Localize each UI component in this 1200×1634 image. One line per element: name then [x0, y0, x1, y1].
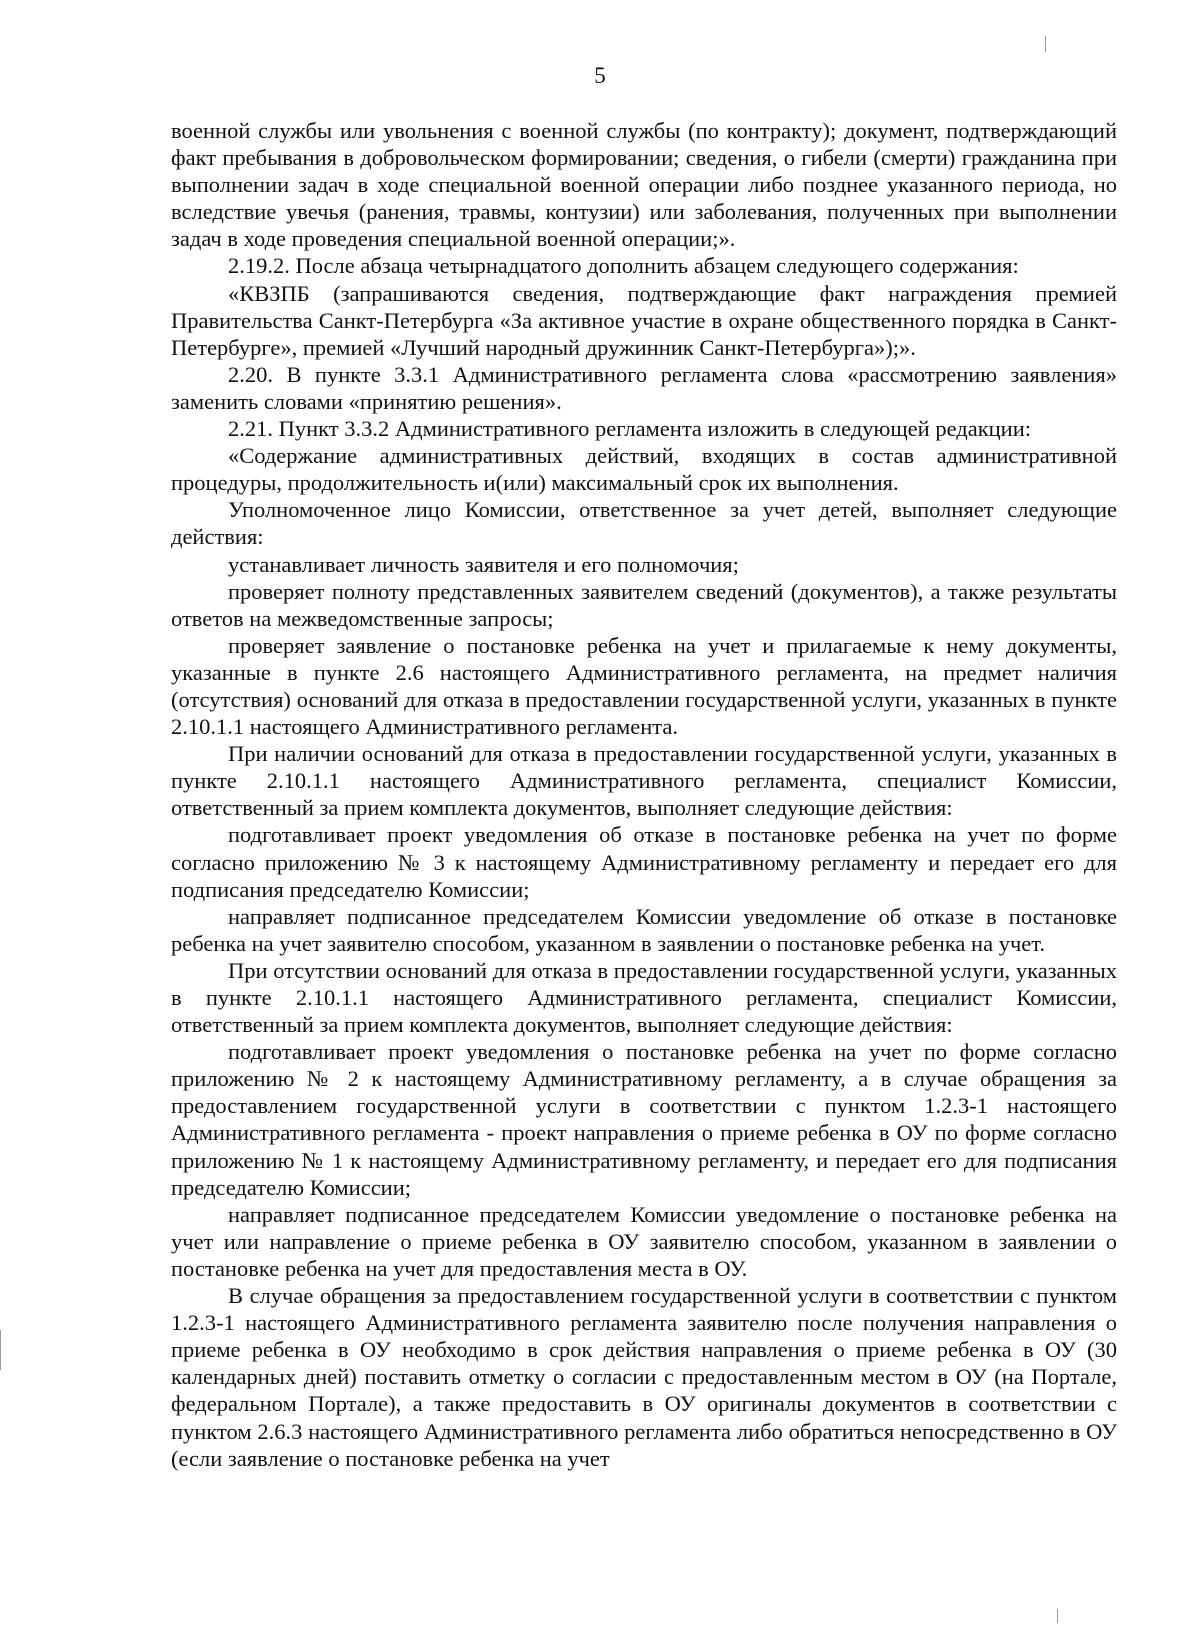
page-number: 5: [594, 63, 606, 88]
scan-artifact: [1057, 1609, 1058, 1623]
paragraph: военной службы или увольнения с военной службы (по контракту); документ, подтверждающий факт пребывания в добровольческом формировании; сведения, о гибели (смерти) гражданина при выполнении задач в ходе специальной военной операции либо позднее указанного периода, но вследствие увечья (ранения, травмы, контузии) или заболевания, полученных при выполнении задач в ходе проведения специальной военной операции;».: [171, 118, 1117, 252]
paragraph: проверяет полноту представленных заявителем сведений (документов), а также результаты ответов на межведомственные запросы;: [171, 578, 1117, 631]
scan-artifact: [0, 1330, 1, 1370]
paragraph: «Содержание административных действий, входящих в состав административной процедуры, продолжительность и(или) максимальный срок их выполнения.: [171, 443, 1117, 496]
paragraph: 2.21. Пункт 3.3.2 Административного регламента изложить в следующей редакции:: [228, 416, 1032, 442]
paragraph: направляет подписанное председателем Комиссии уведомление о постановке ребенка на учет или направление о приеме ребенка в ОУ заявителю способом, указанном в заявлении о постановке ребенка на учет для предоставления места в ОУ.: [171, 1201, 1117, 1281]
paragraph: При наличии оснований для отказа в предоставлении государственной услуги, указанных в пункте 2.10.1.1 настоящего Административного регламента, специалист Комиссии, ответственный за прием комплекта документов, выполняет следующие действия:: [171, 741, 1117, 821]
paragraph: проверяет заявление о постановке ребенка на учет и прилагаемые к нему документы, указанные в пункте 2.6 настоящего Административного регламента, на предмет наличия (отсутствия) оснований для отказа в предоставлении государственной услуги, указанных в пункте 2.10.1.1 настоящего Административного регламента.: [171, 632, 1117, 740]
paragraph: 2.20. В пункте 3.3.1 Административного регламента слова «рассмотрению заявления» заменить словами «принятию решения».: [171, 361, 1117, 414]
paragraph: подготавливает проект уведомления о постановке ребенка на учет по форме согласно приложению № 2 к настоящему Административному регламенту, а в случае обращения за предоставлением государственной услуги в соответствии с пунктом 1.2.3-1 настоящего Административного регламента - проект направления о приеме ребенка в ОУ по форме согласно приложению № 1 к настоящему Административному регламенту, и передает его для подписания председателю Комиссии;: [171, 1039, 1117, 1200]
paragraph: При отсутствии оснований для отказа в предоставлении государственной услуги, указанных в пункте 2.10.1.1 настоящего Административного регламента, специалист Комиссии, ответственный за прием комплекта документов, выполняет следующие действия:: [171, 957, 1117, 1038]
paragraph: устанавливает личность заявителя и его полномочия;: [228, 551, 739, 577]
paragraph: направляет подписанное председателем Комиссии уведомление об отказе в постановке ребенка на учет заявителю способом, указанном в заявлении о постановке ребенка на учет.: [171, 903, 1117, 956]
paragraph: 2.19.2. После абзаца четырнадцатого дополнить абзацем следующего содержания:: [228, 253, 1019, 279]
paragraph: В случае обращения за предоставлением государственной услуги в соответствии с пунктом 1.2.3-1 настоящего Административного регламента заявителю после получения направления о приеме ребенка в ОУ необходимо в срок действия направления о приеме ребенка в ОУ (30 календарных дней) поставить отметку о согласии с предоставленным местом в ОУ (на Портале, федеральном Портале), а также предоставить в ОУ оригиналы документов в соответствии с пунктом 2.6.3 настоящего Административного регламента либо обратиться непосредственно в ОУ (если заявление о постановке ребенка на учет: [171, 1283, 1117, 1471]
paragraph: «КВЗПБ (запрашиваются сведения, подтверждающие факт награждения премией Правительства Санкт-Петербурга «За активное участие в охране общественного порядка в Санкт-Петербурге», премией «Лучший народный дружинник Санкт-Петербурга»);».: [171, 280, 1117, 360]
paragraph: Уполномоченное лицо Комиссии, ответственное за учет детей, выполняет следующие действия:: [171, 497, 1117, 550]
paragraph: подготавливает проект уведомления об отказе в постановке ребенка на учет по форме согласно приложению № 3 к настоящему Административному регламенту и передает его для подписания председателю Комиссии;: [171, 822, 1117, 902]
scan-artifact: [1045, 36, 1046, 52]
document-body: [171, 117, 1117, 1472]
